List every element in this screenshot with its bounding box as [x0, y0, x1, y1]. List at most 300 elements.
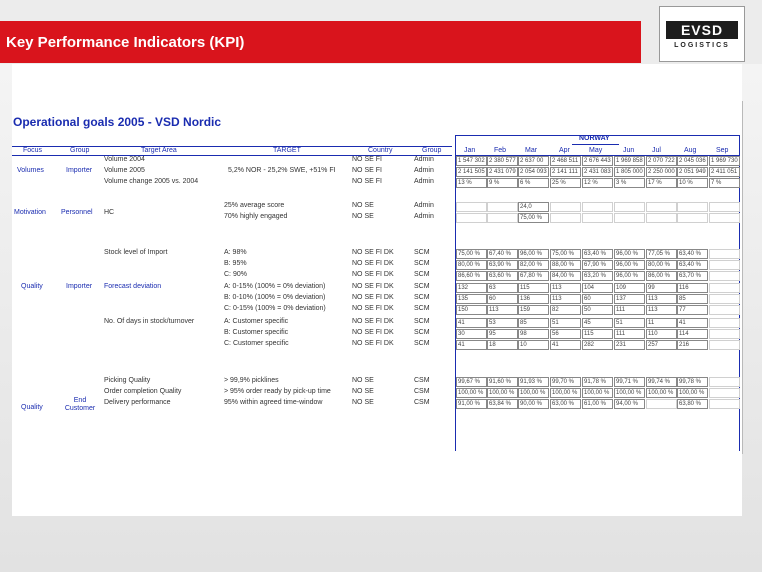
- month-cell-value: 114: [679, 331, 689, 337]
- header-bottom-rule: [12, 155, 452, 156]
- month-cell-value: 45: [584, 320, 591, 326]
- month-cell: [614, 283, 645, 293]
- month-cell-value: 99,71 %: [616, 379, 639, 385]
- month-cell-value: 18: [489, 342, 496, 348]
- month-cell-value: 2 431 079: [489, 169, 516, 175]
- month-cell: [614, 294, 645, 304]
- month-cell: [646, 156, 677, 166]
- target-area-delivery: Delivery performance: [104, 399, 171, 406]
- month-cell: [518, 340, 549, 350]
- month-cell-value: 75,00 %: [552, 251, 575, 257]
- month-cell: [677, 294, 708, 304]
- month-cell-value: 86,00 %: [648, 273, 671, 279]
- month-cell: [709, 156, 740, 166]
- month-cell-value: 60: [584, 296, 591, 302]
- month-cell: [518, 377, 549, 387]
- month-cell: [582, 167, 613, 177]
- month-cell-value: 231: [616, 342, 627, 348]
- month-cell-value: 99,74 %: [648, 379, 671, 385]
- target-average-score: 25% average score: [224, 202, 285, 209]
- month-cell: [456, 271, 487, 281]
- group2-value: SCM: [414, 271, 430, 278]
- month-cell: [614, 260, 645, 270]
- month-cell: [646, 202, 677, 212]
- month-cell-value: 109: [616, 285, 627, 291]
- region-label: NORWAY: [579, 135, 610, 142]
- month-cell-value: 135: [458, 296, 469, 302]
- month-cell: [614, 399, 645, 409]
- month-cell: [550, 178, 581, 188]
- target-area-volume-2004: Volume 2004: [104, 156, 145, 163]
- col-focus: Focus: [23, 147, 43, 154]
- month-cell: [646, 167, 677, 177]
- month-cell-value: 41: [552, 342, 559, 348]
- month-cell-value: 100,00 %: [552, 390, 578, 396]
- month-cell-value: 150: [458, 307, 469, 313]
- month-cell-value: 257: [648, 342, 659, 348]
- month-cell: [646, 213, 677, 223]
- target-area-days-in-stock: No. Of days in stock/turnover: [104, 318, 195, 325]
- group2-value: CSM: [414, 399, 430, 406]
- month-cell: [582, 399, 613, 409]
- month-cell: [487, 283, 518, 293]
- month-cell-value: 111: [616, 307, 626, 313]
- month-cell-value: 53: [489, 320, 496, 326]
- col-target-area: Target Area: [141, 147, 177, 154]
- month-cell: [518, 388, 549, 398]
- month-cell: [582, 388, 613, 398]
- month-cell: [646, 283, 677, 293]
- month-cell-value: 98: [520, 331, 527, 337]
- month-cell: [518, 156, 549, 166]
- focus-motivation: Motivation: [14, 209, 46, 216]
- month-cell: [614, 377, 645, 387]
- slide-title: Key Performance Indicators (KPI): [6, 34, 245, 51]
- month-cell-value: 96,00 %: [520, 251, 543, 257]
- country-value: NO SE FI: [352, 156, 382, 163]
- month-cell: [646, 340, 677, 350]
- month-cell: [646, 294, 677, 304]
- month-cell-value: 110: [648, 331, 658, 337]
- month-cell-value: 77,05 %: [648, 251, 671, 257]
- month-cell: [456, 156, 487, 166]
- month-cell: [677, 377, 708, 387]
- content-card: [12, 64, 742, 516]
- month-cell-value: 91,78 %: [584, 379, 607, 385]
- group-importer-2: Importer: [66, 283, 93, 290]
- month-cell: [709, 213, 740, 223]
- month-cell: [646, 318, 677, 328]
- col-group: Group: [70, 147, 90, 154]
- month-cell-value: 63,40 %: [679, 251, 702, 257]
- month-cell-value: 113: [648, 296, 658, 302]
- month-cell-value: 61,00 %: [584, 401, 607, 407]
- logo-mark: EVSD: [666, 21, 738, 39]
- month-cell-value: 82: [552, 307, 559, 313]
- month-cell: [487, 388, 518, 398]
- target-forecast-a: A: 0-15% (100% = 0% deviation): [224, 283, 326, 290]
- month-cell-value: 63,70 %: [679, 273, 702, 279]
- month-cell-value: 91,60 %: [489, 379, 512, 385]
- group2-value: SCM: [414, 283, 430, 290]
- target-area-picking: Picking Quality: [104, 377, 151, 384]
- group2-value: SCM: [414, 249, 430, 256]
- month-cell: [518, 178, 549, 188]
- month-cell-value: 63,80 %: [679, 401, 702, 407]
- target-delivery: 95% within agreed time-window: [224, 399, 323, 406]
- month-cell: [677, 388, 708, 398]
- month-cell-value: 100,00 %: [679, 390, 705, 396]
- month-cell: [518, 305, 549, 315]
- target-picking: > 99,9% picklines: [224, 377, 279, 384]
- month-cell-value: 100,00 %: [616, 390, 642, 396]
- col-feb: Feb: [494, 147, 507, 154]
- spreadsheet-snapshot: [12, 101, 743, 454]
- month-cell: [518, 283, 549, 293]
- month-cell: [518, 260, 549, 270]
- month-cell: [709, 388, 740, 398]
- month-cell-value: 2 141 505: [458, 169, 485, 175]
- month-cell: [614, 156, 645, 166]
- month-cell-value: 1 547 302: [458, 158, 485, 164]
- doc-title: Operational goals 2005 - VSD Nordic: [13, 115, 222, 129]
- month-cell: [582, 156, 613, 166]
- month-cell-value: 63,90 %: [489, 262, 512, 268]
- country-value: NO SE FI DK: [352, 283, 394, 290]
- month-cell-value: 282: [584, 342, 595, 348]
- month-cell-value: 63,40 %: [679, 262, 702, 268]
- month-cell-value: 2 250 000: [648, 169, 675, 175]
- month-cell: [709, 202, 740, 212]
- month-cell: [487, 294, 518, 304]
- month-cell: [456, 249, 487, 259]
- month-cell: [487, 399, 518, 409]
- country-value: NO SE FI: [352, 167, 382, 174]
- group2-value: SCM: [414, 294, 430, 301]
- month-cell: [582, 178, 613, 188]
- month-cell: [550, 340, 581, 350]
- country-value: NO SE FI DK: [352, 318, 394, 325]
- month-cell-value: 2 468 511: [552, 158, 579, 164]
- col-jun: Jun: [623, 147, 635, 154]
- month-cell: [709, 271, 740, 281]
- month-cell-value: 84,00 %: [552, 273, 575, 279]
- month-cell: [456, 388, 487, 398]
- month-cell-value: 2 051 949: [679, 169, 706, 175]
- month-cell: [550, 318, 581, 328]
- month-cell-value: 1 805 000: [616, 169, 643, 175]
- month-cell-value: 7 %: [711, 180, 722, 186]
- month-cell: [646, 271, 677, 281]
- month-cell-value: 85: [679, 296, 686, 302]
- target-days-b: B: Customer specific: [224, 329, 289, 336]
- month-cell-value: 63: [489, 285, 496, 291]
- month-cell-value: 51: [552, 320, 559, 326]
- group2-value: Admin: [414, 202, 434, 209]
- target-order-ready: > 95% order ready by pick-up time: [224, 388, 331, 395]
- month-cell: [614, 249, 645, 259]
- month-cell-value: 12 %: [584, 180, 598, 186]
- month-cell: [677, 271, 708, 281]
- focus-volumes: Volumes: [17, 167, 44, 174]
- month-cell: [456, 213, 487, 223]
- month-cell-value: 41: [458, 342, 465, 348]
- month-cell-value: 99,70 %: [552, 379, 575, 385]
- group2-value: Admin: [414, 156, 434, 163]
- month-cell: [582, 283, 613, 293]
- month-cell-value: 100,00 %: [458, 390, 484, 396]
- month-cell: [582, 294, 613, 304]
- target-days-c: C: Customer specific: [224, 340, 289, 347]
- month-cell-value: 75,00 %: [520, 215, 543, 221]
- month-cell: [518, 271, 549, 281]
- month-cell: [582, 340, 613, 350]
- month-cell-value: 2 045 036: [679, 158, 706, 164]
- target-area-order-completion: Order completion Quality: [104, 388, 182, 395]
- month-cell: [614, 271, 645, 281]
- month-cell: [550, 399, 581, 409]
- target-area-hc: HC: [104, 209, 115, 216]
- month-cell: [709, 318, 740, 328]
- month-cell-value: 67,90 %: [584, 262, 607, 268]
- country-value: NO SE: [352, 202, 374, 209]
- col-mar: Mar: [525, 147, 538, 154]
- month-cell: [677, 305, 708, 315]
- month-cell: [550, 167, 581, 177]
- month-cell: [709, 340, 740, 350]
- month-cell-value: 41: [458, 320, 465, 326]
- month-cell-value: 9 %: [489, 180, 500, 186]
- country-value: NO SE FI DK: [352, 294, 394, 301]
- month-cell: [487, 156, 518, 166]
- month-cell: [518, 249, 549, 259]
- month-cell: [550, 388, 581, 398]
- target-forecast-b: B: 0-10% (100% = 0% deviation): [224, 294, 326, 301]
- month-cell: [456, 340, 487, 350]
- col-group2: Group: [422, 147, 442, 154]
- month-cell-value: 2 431 083: [584, 169, 611, 175]
- month-cell-value: 63,60 %: [489, 273, 512, 279]
- month-cell: [456, 260, 487, 270]
- month-cell: [646, 388, 677, 398]
- month-cell-value: 137: [616, 296, 627, 302]
- target-area-volume-change: Volume change 2005 vs. 2004: [104, 178, 199, 185]
- month-cell: [456, 294, 487, 304]
- month-cell: [709, 377, 740, 387]
- month-cell-value: 99: [648, 285, 655, 291]
- month-cell: [709, 260, 740, 270]
- target-stock-a: A: 98%: [224, 249, 247, 256]
- month-cell: [487, 249, 518, 259]
- col-jul: Jul: [652, 147, 661, 154]
- month-cell-value: 100,00 %: [520, 390, 546, 396]
- vsd-logo: [659, 6, 745, 62]
- month-cell: [677, 156, 708, 166]
- month-cell-value: 67,40 %: [489, 251, 512, 257]
- month-cell-value: 94,00 %: [616, 401, 639, 407]
- month-cell: [456, 329, 487, 339]
- month-cell-value: 2 411 051: [711, 169, 738, 175]
- group2-value: Admin: [414, 213, 434, 220]
- country-value: NO SE FI: [352, 178, 382, 185]
- month-cell: [582, 249, 613, 259]
- group2-value: SCM: [414, 305, 430, 312]
- month-cell-value: 96,00 %: [616, 262, 639, 268]
- month-cell: [487, 318, 518, 328]
- focus-quality-1: Quality: [21, 283, 43, 290]
- group-end-customer: End Customer: [64, 397, 96, 412]
- month-cell-value: 6 %: [520, 180, 531, 186]
- month-cell-value: 41: [679, 320, 686, 326]
- month-cell: [677, 167, 708, 177]
- month-cell-value: 115: [584, 331, 594, 337]
- month-cell-value: 2 070 722: [648, 158, 675, 164]
- month-cell-value: 77: [679, 307, 686, 313]
- group2-value: SCM: [414, 318, 430, 325]
- month-cell: [518, 202, 549, 212]
- month-cell: [614, 178, 645, 188]
- month-cell-value: 50: [584, 307, 591, 313]
- country-value: NO SE FI DK: [352, 329, 394, 336]
- month-cell-value: 104: [584, 285, 595, 291]
- month-cell: [487, 271, 518, 281]
- month-cell: [646, 377, 677, 387]
- month-cell: [677, 260, 708, 270]
- target-area-volume-2005: Volume 2005: [104, 167, 145, 174]
- month-cell: [456, 305, 487, 315]
- month-cell-value: 51: [616, 320, 623, 326]
- col-sep: Sep: [716, 147, 729, 154]
- target-volume: 5,2% NOR - 25,2% SWE, +51% FI: [228, 167, 336, 174]
- country-value: NO SE FI DK: [352, 249, 394, 256]
- month-cell: [487, 202, 518, 212]
- month-cell-value: 116: [679, 285, 689, 291]
- month-cell-value: 113: [489, 307, 499, 313]
- month-cell: [487, 178, 518, 188]
- month-cell: [646, 399, 677, 409]
- country-value: NO SE: [352, 377, 374, 384]
- month-cell-value: 96,00 %: [616, 273, 639, 279]
- month-cell-value: 95: [489, 331, 496, 337]
- month-cell: [646, 329, 677, 339]
- month-cell-value: 10 %: [679, 180, 693, 186]
- month-cell-value: 75,00 %: [458, 251, 481, 257]
- month-cell: [677, 202, 708, 212]
- target-area-forecast: Forecast deviation: [104, 283, 162, 290]
- month-cell: [614, 388, 645, 398]
- month-cell: [709, 178, 740, 188]
- month-cell: [456, 178, 487, 188]
- target-highly-engaged: 70% highly engaged: [224, 213, 288, 220]
- month-cell: [518, 294, 549, 304]
- month-cell: [550, 249, 581, 259]
- country-value: NO SE FI DK: [352, 260, 394, 267]
- month-cell-value: 2 141 111: [552, 169, 578, 175]
- month-cell: [677, 213, 708, 223]
- col-country: Country: [368, 147, 393, 154]
- month-cell-value: 132: [458, 285, 469, 291]
- month-cell-value: 100,00 %: [584, 390, 610, 396]
- month-cell: [550, 377, 581, 387]
- month-cell-value: 24,0: [520, 204, 532, 210]
- month-cell: [518, 213, 549, 223]
- slide-header-bar: [0, 21, 641, 63]
- country-value: NO SE: [352, 388, 374, 395]
- group-personnel: Personnel: [61, 209, 93, 216]
- month-cell-value: 216: [679, 342, 690, 348]
- month-cell-value: 56: [552, 331, 559, 337]
- month-cell: [518, 329, 549, 339]
- month-cell-value: 113: [552, 296, 562, 302]
- month-cell: [550, 294, 581, 304]
- col-may: May: [589, 147, 603, 154]
- month-cell: [709, 399, 740, 409]
- month-cell-value: 91,93 %: [520, 379, 543, 385]
- month-cell-value: 115: [520, 285, 530, 291]
- country-value: NO SE FI DK: [352, 305, 394, 312]
- group2-value: SCM: [414, 340, 430, 347]
- month-cell: [550, 202, 581, 212]
- target-area-stock-level: Stock level of Import: [104, 249, 168, 256]
- month-cell-value: 1 969 858: [616, 158, 643, 164]
- month-cell-value: 63,20 %: [584, 273, 607, 279]
- month-cell: [677, 318, 708, 328]
- month-cell: [582, 329, 613, 339]
- month-cell-value: 2 637 00: [520, 158, 544, 164]
- month-cell-value: 63,00 %: [552, 401, 575, 407]
- month-cell: [487, 305, 518, 315]
- month-cell-value: 2 380 577: [489, 158, 516, 164]
- month-cell-value: 99,78 %: [679, 379, 702, 385]
- month-cell: [709, 294, 740, 304]
- month-cell: [709, 167, 740, 177]
- month-cell: [614, 202, 645, 212]
- target-forecast-c: C: 0-15% (100% = 0% deviation): [224, 305, 326, 312]
- month-cell-value: 11: [648, 320, 655, 326]
- month-cell: [614, 340, 645, 350]
- col-jan: Jan: [464, 147, 476, 154]
- group2-value: SCM: [414, 329, 430, 336]
- month-cell-value: 80,00 %: [648, 262, 671, 268]
- month-cell: [646, 260, 677, 270]
- month-cell-value: 82,00 %: [520, 262, 543, 268]
- group2-value: SCM: [414, 260, 430, 267]
- col-apr: Apr: [559, 147, 570, 154]
- month-cell: [677, 283, 708, 293]
- month-cell: [582, 305, 613, 315]
- month-cell-value: 3 %: [616, 180, 627, 186]
- month-cell-value: 99,67 %: [458, 379, 481, 385]
- month-cell: [550, 213, 581, 223]
- month-cell-value: 17 %: [648, 180, 662, 186]
- norway-underline: [572, 144, 619, 145]
- month-cell-value: 2 054 093: [520, 169, 547, 175]
- month-cell: [456, 283, 487, 293]
- month-cell-value: 25 %: [552, 180, 566, 186]
- month-cell: [456, 399, 487, 409]
- month-cell-value: 96,00 %: [616, 251, 639, 257]
- group-importer-1: Importer: [66, 167, 93, 174]
- logo-subtitle: LOGISTICS: [674, 42, 730, 49]
- month-cell-value: 100,00 %: [489, 390, 515, 396]
- month-cell: [487, 213, 518, 223]
- month-cell: [677, 249, 708, 259]
- month-cell-value: 13 %: [458, 180, 472, 186]
- month-cell-value: 111: [616, 331, 626, 337]
- month-cell-value: 2 676 443: [584, 158, 611, 164]
- country-value: NO SE: [352, 213, 374, 220]
- month-cell-value: 63,84 %: [489, 401, 512, 407]
